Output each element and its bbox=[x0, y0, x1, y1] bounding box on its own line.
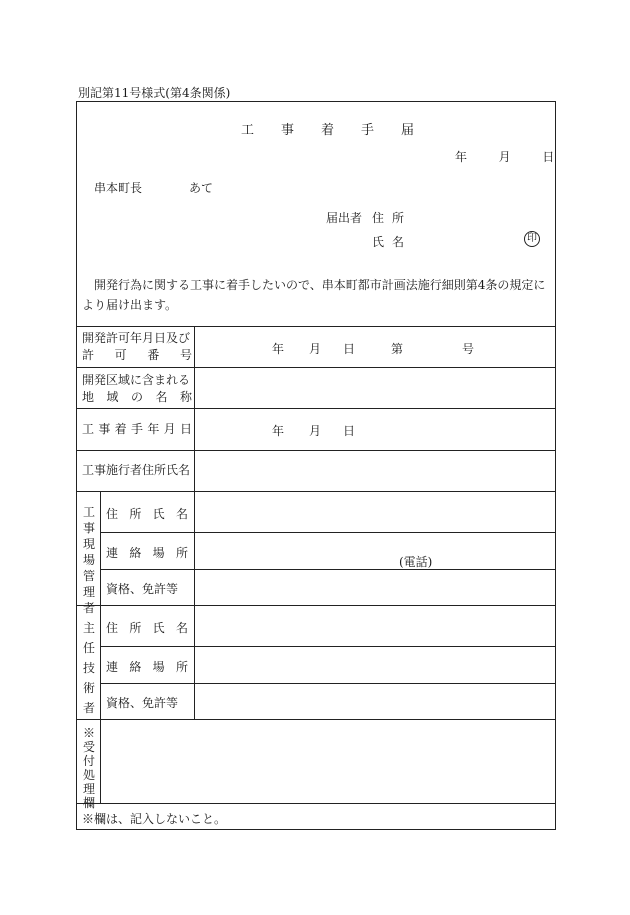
form-title: 工事着手届 bbox=[241, 123, 442, 138]
label-char: 名 bbox=[155, 390, 168, 404]
form-number-note: 別記第11号様式(第4条関係) bbox=[78, 86, 231, 100]
label-char: 連 bbox=[106, 546, 119, 560]
permit-month-label: 月 bbox=[309, 342, 322, 356]
row-divider bbox=[76, 450, 556, 451]
permit-day-label: 日 bbox=[343, 342, 356, 356]
row-divider bbox=[100, 683, 556, 684]
label-char: 着 bbox=[114, 422, 127, 436]
addressee: 串本町長 bbox=[94, 181, 143, 195]
applicant-name-label: 氏名 bbox=[372, 235, 413, 249]
row-divider bbox=[76, 408, 556, 409]
permit-number-suffix: 号 bbox=[462, 342, 475, 356]
chief-engineer-address-label bbox=[106, 619, 188, 636]
row-divider bbox=[76, 326, 556, 327]
label-char: 場 bbox=[152, 546, 165, 560]
site-manager-phone-label: (電話) bbox=[399, 555, 433, 569]
permit-label bbox=[82, 330, 192, 364]
label-char: 連 bbox=[106, 660, 119, 674]
row-divider bbox=[76, 803, 556, 804]
label-char: 所 bbox=[175, 660, 188, 674]
site-manager-group-label: 工事現場管理者 bbox=[82, 505, 95, 615]
day-label: 日 bbox=[542, 150, 555, 164]
contractor-label: 工事施行者住所氏名 bbox=[82, 463, 191, 477]
permit-label-line1: 開発許可年月日及び bbox=[82, 331, 191, 345]
applicant-address-label: 住所 bbox=[372, 211, 413, 225]
site-manager-contact-input[interactable] bbox=[196, 534, 554, 567]
seal-mark: 印 bbox=[524, 231, 540, 247]
label-char: 名 bbox=[175, 507, 188, 521]
area-label-line1: 開発区域に含まれる bbox=[82, 373, 191, 387]
start-date-label bbox=[82, 421, 192, 438]
site-manager-address-label bbox=[106, 505, 188, 522]
chief-engineer-qualification-label: 資格、免許等 bbox=[106, 696, 179, 710]
chief-engineer-qualification-input[interactable] bbox=[196, 685, 554, 717]
row-divider bbox=[76, 491, 556, 492]
row-divider bbox=[76, 719, 556, 720]
label-char: 許 bbox=[82, 348, 95, 362]
permit-number-prefix: 第 bbox=[391, 342, 404, 356]
label-char: 絡 bbox=[129, 660, 142, 674]
row-divider bbox=[100, 646, 556, 647]
label-char: 場 bbox=[152, 660, 165, 674]
chief-engineer-contact-label bbox=[106, 658, 188, 675]
label-char: の bbox=[130, 390, 143, 404]
label-char: 氏 bbox=[152, 507, 165, 521]
contractor-input-cell[interactable] bbox=[196, 452, 554, 489]
label-char: 住 bbox=[106, 621, 119, 635]
label-char: 月 bbox=[163, 422, 176, 436]
permit-label-line2 bbox=[82, 347, 192, 364]
label-char: 日 bbox=[179, 422, 192, 436]
column-divider bbox=[194, 326, 195, 719]
reception-label: ※受付処理欄 bbox=[82, 726, 95, 810]
submission-date[interactable] bbox=[455, 148, 554, 165]
label-char: 可 bbox=[114, 348, 127, 362]
label-char: 地 bbox=[82, 390, 95, 404]
label-char: 事 bbox=[98, 422, 111, 436]
label-char: 年 bbox=[147, 422, 160, 436]
site-manager-contact-label bbox=[106, 544, 188, 561]
start-date-input-cell[interactable] bbox=[196, 410, 554, 448]
chief-engineer-group-label: 主任技術者 bbox=[82, 621, 95, 715]
row-divider bbox=[76, 605, 556, 606]
month-label: 月 bbox=[498, 150, 511, 164]
chief-engineer-contact-input[interactable] bbox=[196, 648, 554, 681]
label-char: 手 bbox=[130, 422, 143, 436]
group-column-divider bbox=[100, 491, 101, 803]
label-char: 番 bbox=[147, 348, 160, 362]
area-input-cell[interactable] bbox=[196, 369, 554, 406]
label-char: 称 bbox=[179, 390, 192, 404]
label-char: 氏 bbox=[152, 621, 165, 635]
label-char: 住 bbox=[106, 507, 119, 521]
label-char: 所 bbox=[129, 621, 142, 635]
row-divider bbox=[76, 367, 556, 368]
start-year-label: 年 bbox=[272, 424, 285, 438]
site-manager-qualification-input[interactable] bbox=[196, 571, 554, 603]
permit-year-label: 年 bbox=[272, 342, 285, 356]
label-char: 所 bbox=[129, 507, 142, 521]
applicant-label: 届出者 bbox=[326, 211, 363, 225]
label-char: 絡 bbox=[129, 546, 142, 560]
label-char: 工 bbox=[82, 422, 95, 436]
addressee-suffix: あて bbox=[189, 181, 214, 195]
start-month-label: 月 bbox=[309, 424, 322, 438]
row-divider bbox=[100, 532, 556, 533]
declaration-text: 開発行為に関する工事に着手したいので、串本町都市計画法施行細則第4条の規定により届け出ます。 bbox=[82, 278, 546, 312]
site-manager-address-input[interactable] bbox=[196, 493, 554, 530]
year-label: 年 bbox=[455, 150, 468, 164]
label-char: 号 bbox=[179, 348, 192, 362]
reception-cell bbox=[102, 721, 554, 801]
area-label-line2 bbox=[82, 389, 192, 406]
area-label bbox=[82, 372, 192, 406]
start-day-label: 日 bbox=[343, 424, 356, 438]
label-char: 域 bbox=[106, 390, 119, 404]
label-char: 所 bbox=[175, 546, 188, 560]
row-divider bbox=[100, 569, 556, 570]
permit-input-cell[interactable] bbox=[196, 328, 554, 365]
label-char: 名 bbox=[175, 621, 188, 635]
site-manager-qualification-label: 資格、免許等 bbox=[106, 582, 179, 596]
footer-note: ※欄は、記入しないこと。 bbox=[82, 812, 227, 826]
chief-engineer-address-input[interactable] bbox=[196, 607, 554, 644]
